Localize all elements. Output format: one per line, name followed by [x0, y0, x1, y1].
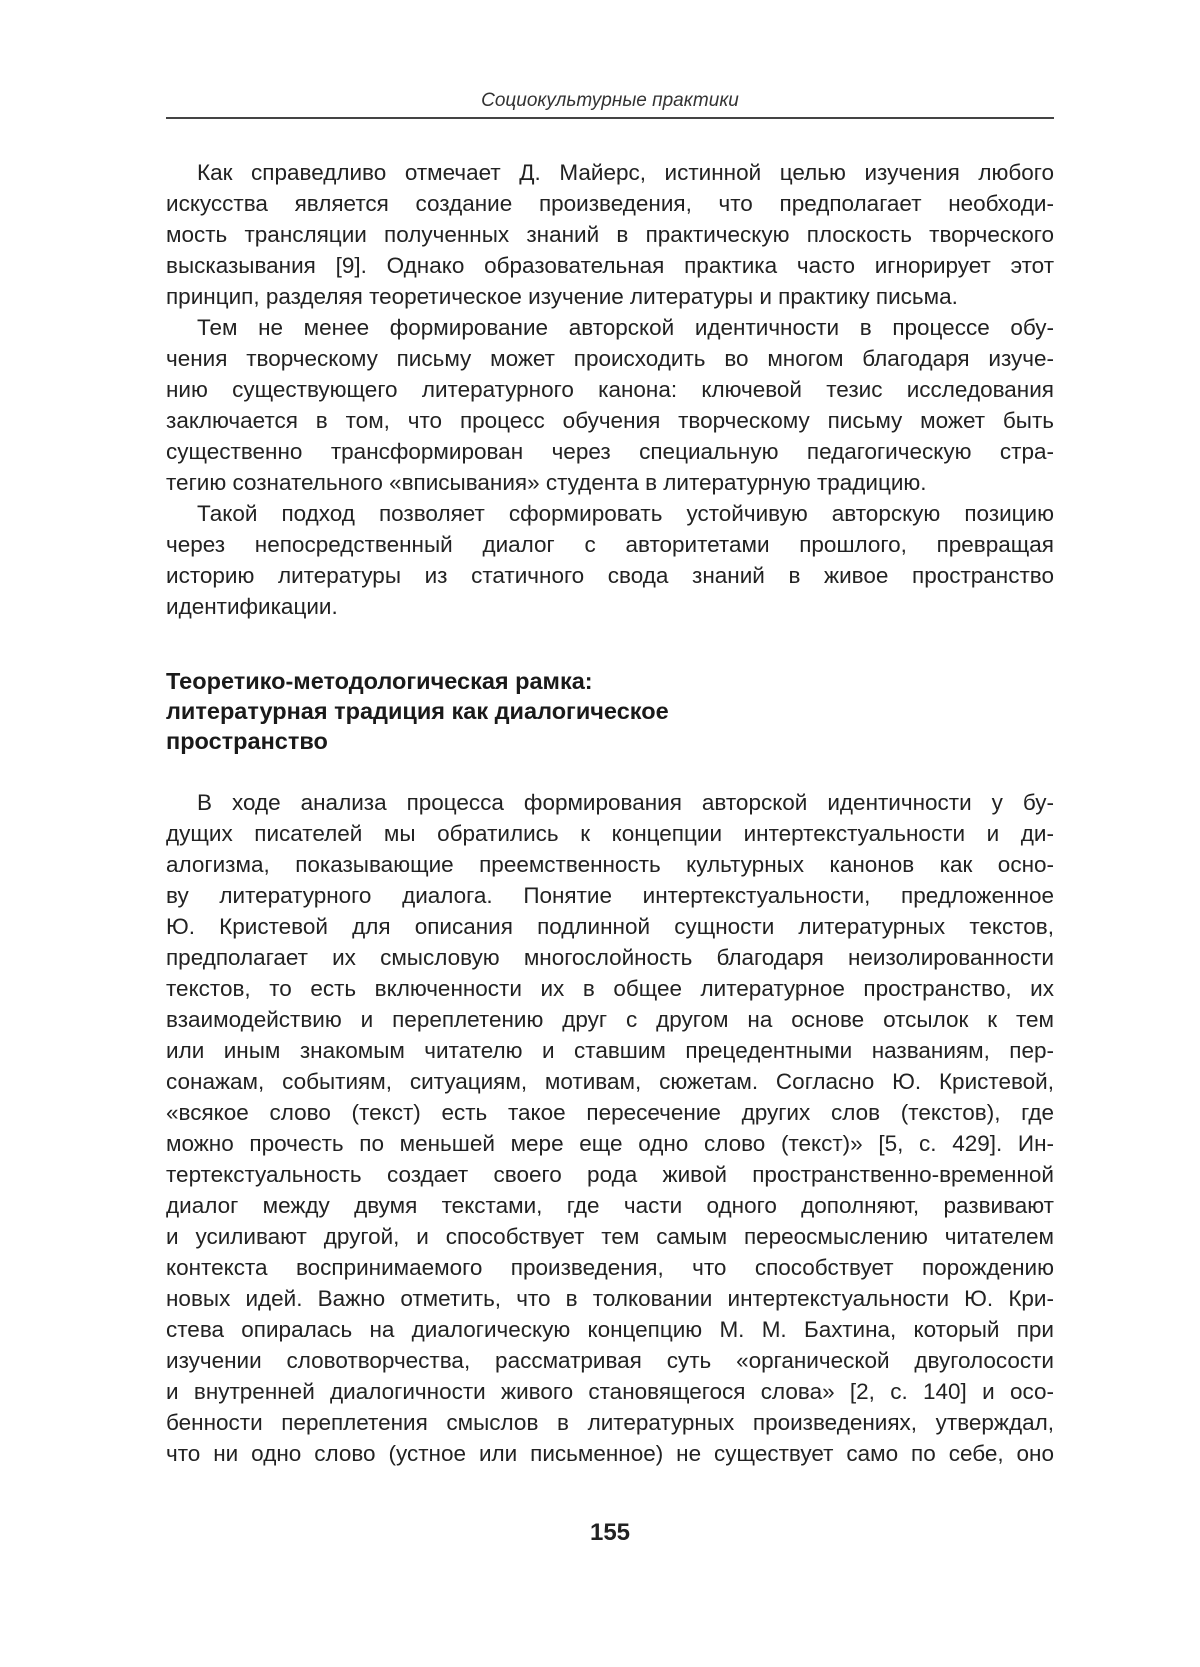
paragraph-line: историю литературы из статичного свода знаний в живое пространство	[166, 563, 1054, 588]
paragraph-line: алогизма, показывающие преемственность культурных канонов как осно-	[166, 852, 1054, 877]
paragraph-line: взаимодействию и переплетению друг с другом на основе отсылок к тем	[166, 1007, 1054, 1032]
paragraph-line: бенности переплетения смыслов в литературных произведениях, утверждал,	[166, 1410, 1054, 1435]
paragraph-line: что ни одно слово (устное или письменное) не существует само по себе, оно	[166, 1441, 1054, 1466]
paragraph-line: идентификации.	[166, 594, 338, 619]
paragraph-line: Тем не менее формирование авторской идентичности в процессе обу-	[197, 315, 1054, 340]
intro-paragraphs	[166, 157, 1054, 622]
section-heading-line: пространство	[166, 728, 328, 754]
paragraph-line: принцип, разделяя теоретическое изучение литературы и практику письма.	[166, 284, 958, 309]
paragraph-line: можно прочесть по меньшей мере еще одно слово (текст)» [5, с. 429]. Ин-	[166, 1131, 1054, 1156]
paragraph-line: через непосредственный диалог с авторитетами прошлого, превращая	[166, 532, 1054, 557]
paragraph-line: тертекстуальность создает своего рода живой пространственно-временной	[166, 1162, 1054, 1187]
paragraph-line: «всякое слово (текст) есть такое пересечение других слов (текстов), где	[166, 1100, 1054, 1125]
paragraph-line: предполагает их смысловую многослойность благодаря неизолированности	[166, 945, 1054, 970]
paragraph-line: искусства является создание произведения, что предполагает необходи-	[166, 191, 1054, 216]
paragraph-line: высказывания [9]. Однако образовательная практика часто игнорирует этот	[166, 253, 1054, 278]
paragraph-line: изучении словотворчества, рассматривая суть «органической двуголосости	[166, 1348, 1054, 1373]
paragraph-line: Как справедливо отмечает Д. Майерс, истинной целью изучения любого	[197, 160, 1054, 185]
paragraph-line: тегию сознательного «вписывания» студента в литературную традицию.	[166, 470, 927, 495]
running-head: Социокультурные практики	[481, 90, 739, 111]
paragraph-line: стева опиралась на диалогическую концепцию М. М. Бахтина, который при	[166, 1317, 1054, 1342]
page-number: 155	[589, 1519, 631, 1546]
paragraph-line: заключается в том, что процесс обучения творческому письму может быть	[166, 408, 1054, 433]
paragraph-line: В ходе анализа процесса формирования авторской идентичности у бу-	[197, 790, 1054, 815]
paragraph-line: существенно трансформирован через специальную педагогическую стра-	[166, 439, 1054, 464]
paragraph-line: текстов, то есть включенности их в общее литературное пространство, их	[166, 976, 1054, 1001]
section-heading-line: Теоретико-методологическая рамка:	[166, 668, 593, 694]
body-paragraph	[166, 787, 1054, 1469]
paragraph-line: ву литературного диалога. Понятие интертекстуальности, предложенное	[166, 883, 1054, 908]
paragraph-line: новых идей. Важно отметить, что в толковании интертекстуальности Ю. Кри-	[166, 1286, 1054, 1311]
paragraph-line: Ю. Кристевой для описания подлинной сущности литературных текстов,	[166, 914, 1054, 939]
paragraph-line: и усиливают другой, и способствует тем самым переосмыслению читателем	[166, 1224, 1054, 1249]
paragraph-line: или иным знакомым читателю и ставшим прецедентными названиям, пер-	[166, 1038, 1054, 1063]
paragraph-line: чения творческому письму может происходить во многом благодаря изуче-	[166, 346, 1054, 371]
paragraph-line: дущих писателей мы обратились к концепции интертекстуальности и ди-	[166, 821, 1054, 846]
paragraph-line: мость трансляции полученных знаний в практическую плоскость творческого	[166, 222, 1054, 247]
paragraph-line: Такой подход позволяет сформировать устойчивую авторскую позицию	[197, 501, 1054, 526]
paragraph-line: диалог между двумя текстами, где части одного дополняют, развивают	[166, 1193, 1054, 1218]
header-rule	[166, 117, 1054, 119]
paragraph-line: контекста воспринимаемого произведения, что способствует порождению	[166, 1255, 1054, 1280]
paragraph-line: сонажам, событиям, ситуациям, мотивам, сюжетам. Согласно Ю. Кристевой,	[166, 1069, 1054, 1094]
paragraph-line: нию существующего литературного канона: ключевой тезис исследования	[166, 377, 1054, 402]
section-heading-line: литературная традиция как диалогическое	[166, 698, 669, 724]
paragraph-line: и внутренней диалогичности живого становящегося слова» [2, с. 140] и осо-	[166, 1379, 1054, 1404]
section-heading	[166, 666, 1054, 756]
